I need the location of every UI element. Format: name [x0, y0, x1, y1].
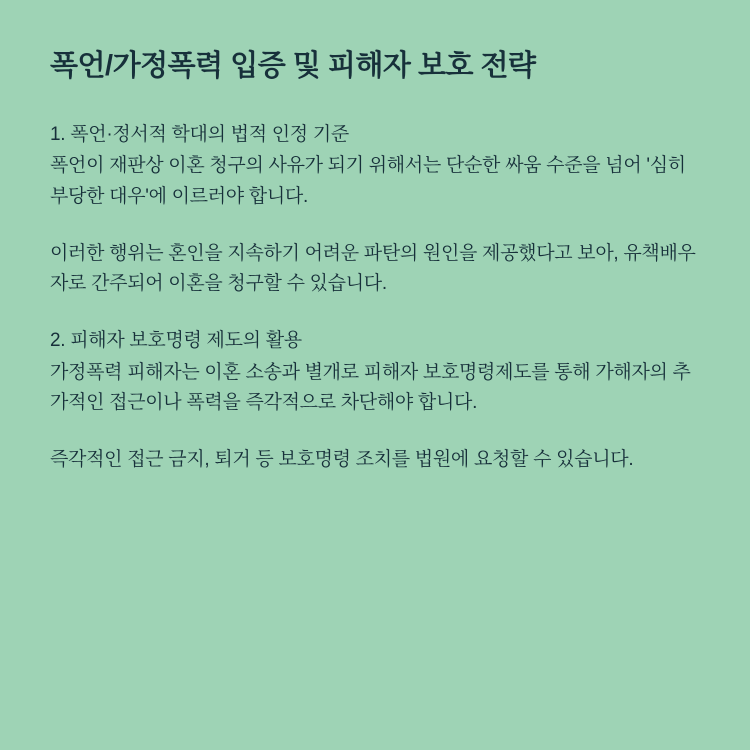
section-paragraph: 이러한 행위는 혼인을 지속하기 어려운 파탄의 원인을 제공했다고 보아, 유책배우자로 간주되어 이혼을 청구할 수 있습니다. — [50, 242, 696, 295]
section-paragraph: 폭언이 재판상 이혼 청구의 사유가 되기 위해서는 단순한 싸움 수준을 넘어 '심히 부당한 대우'에 이르러야 합니다. — [50, 155, 686, 207]
section-heading: 1. 폭언·정서적 학대의 법적 인정 기준 — [50, 123, 349, 145]
section-heading: 2. 피해자 보호명령 제도의 활용 — [50, 330, 302, 352]
section-paragraph: 가정폭력 피해자는 이혼 소송과 별개로 피해자 보호명령제도를 통해 가해자의 추가적인 접근이나 폭력을 즉각적으로 차단해야 합니다. — [50, 361, 691, 414]
section-legal-criteria — [50, 120, 700, 301]
page-title: 폭언/가정폭력 입증 및 피해자 보호 전략 — [50, 50, 536, 82]
section-protection-order — [50, 326, 700, 476]
section-paragraph: 즉각적인 접근 금지, 퇴거 등 보호명령 조치를 법원에 요청할 수 있습니다. — [50, 449, 634, 471]
